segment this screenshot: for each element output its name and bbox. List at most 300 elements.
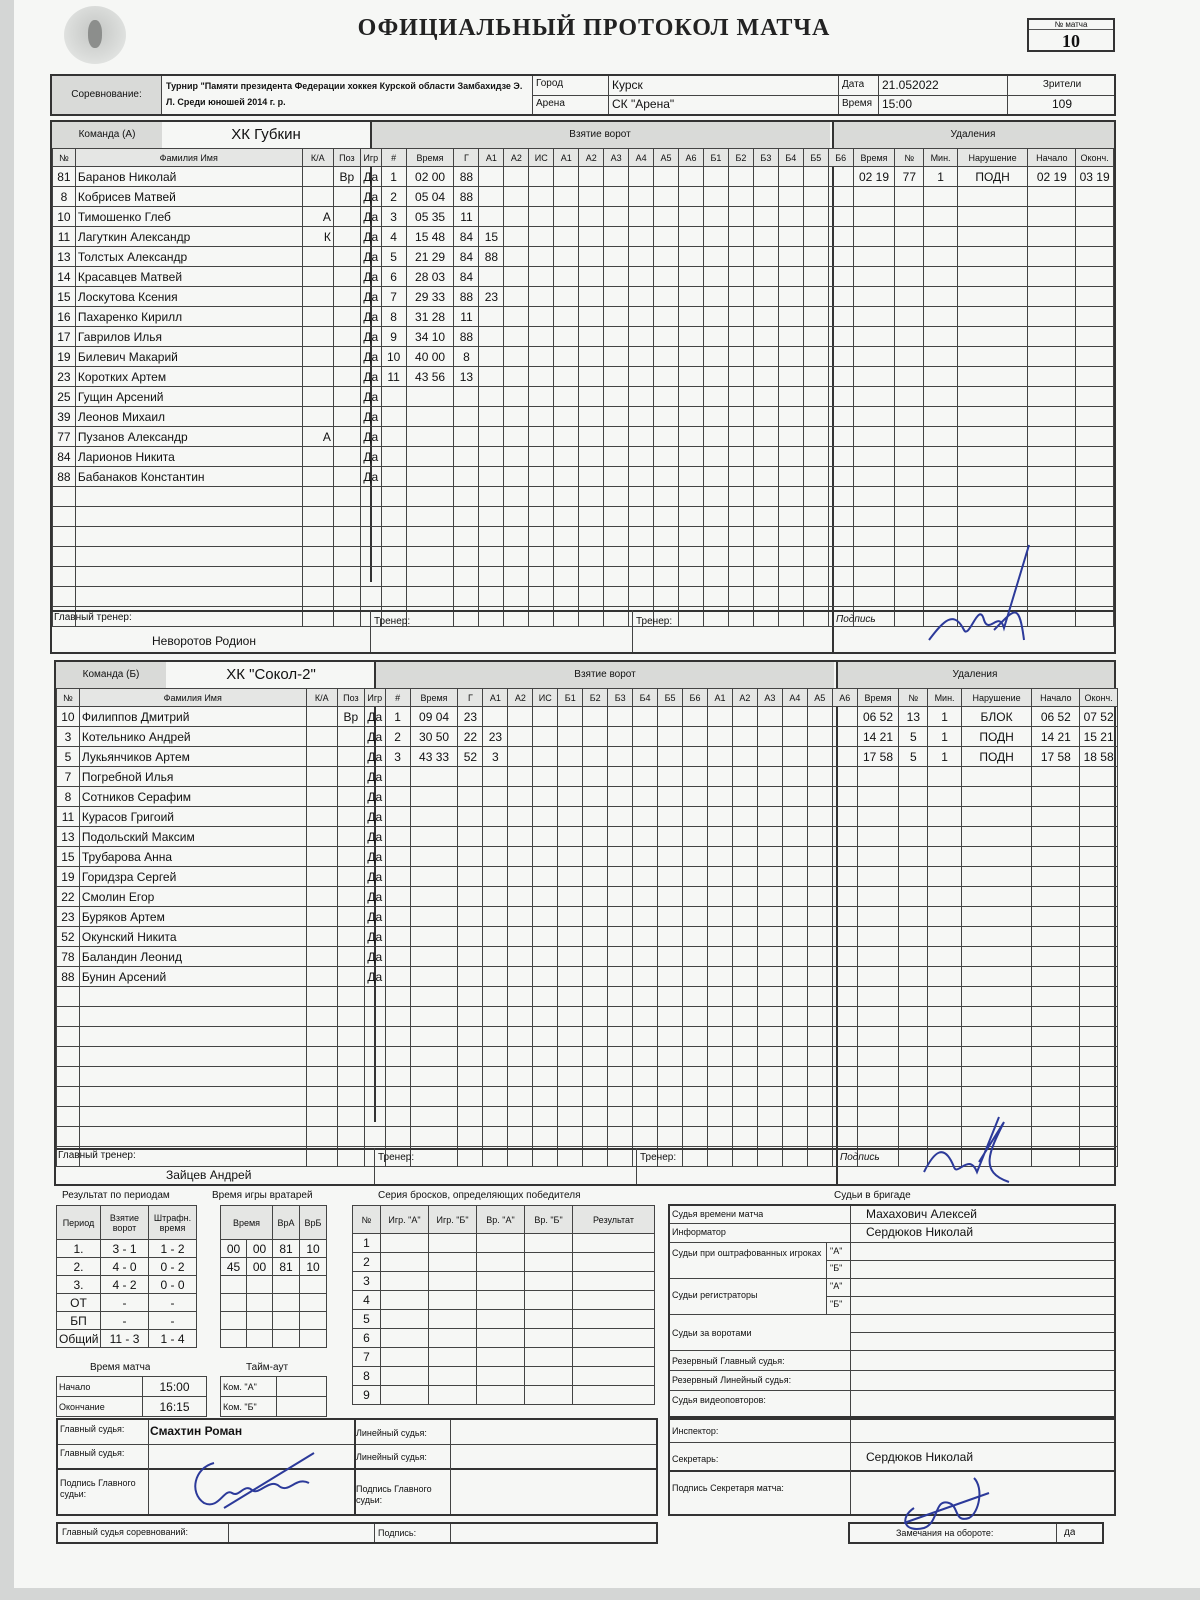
goal-situation <box>529 447 554 467</box>
penalty-end <box>1076 527 1114 547</box>
on-ice-cell <box>782 787 807 807</box>
on-ice-cell <box>732 707 757 727</box>
penalty-player <box>899 807 928 827</box>
on-ice-cell <box>633 1107 658 1127</box>
on-ice-cell <box>583 787 608 807</box>
on-ice-cell <box>608 1067 633 1087</box>
player-name <box>79 1047 306 1067</box>
penalty-start <box>1032 867 1080 887</box>
goal-time <box>406 507 454 527</box>
city-value: Курск <box>612 78 643 92</box>
penalty-end <box>1080 1107 1118 1127</box>
on-ice-cell <box>782 927 807 947</box>
shootout-cell <box>477 1253 525 1272</box>
player-played: Да <box>364 827 385 847</box>
on-ice-cell <box>707 947 732 967</box>
on-ice-cell <box>633 847 658 867</box>
penalty-judge-a-marker: "А" <box>830 1246 843 1256</box>
goal-header: Б5 <box>803 149 828 167</box>
goal-number: 3 <box>381 207 406 227</box>
player-number <box>57 1027 80 1047</box>
goal-time <box>410 847 458 867</box>
penalty-start <box>1028 507 1076 527</box>
penalty-time <box>853 387 895 407</box>
on-ice-cell <box>828 227 853 247</box>
goal-situation <box>533 847 558 867</box>
player-played <box>360 507 381 527</box>
player-captain-mark: А <box>302 207 333 227</box>
on-ice-cell <box>583 747 608 767</box>
goal-assist2 <box>508 787 533 807</box>
table-row <box>53 247 1114 267</box>
on-ice-cell <box>579 367 604 387</box>
penalty-minutes <box>924 427 957 447</box>
on-ice-cell <box>604 307 629 327</box>
penalty-player <box>899 947 928 967</box>
on-ice-cell <box>658 1007 683 1027</box>
player-position <box>337 947 364 967</box>
shootout-cell <box>429 1348 477 1367</box>
player-captain-mark <box>306 767 337 787</box>
goal-scorer <box>458 787 483 807</box>
on-ice-cell <box>703 487 728 507</box>
penalty-judges-label: Судьи при оштрафованных игроках <box>672 1248 822 1258</box>
on-ice-cell <box>757 1087 782 1107</box>
secretary-box <box>668 1418 1116 1516</box>
on-ice-cell <box>732 1107 757 1127</box>
penalty-player <box>899 907 928 927</box>
table-row <box>57 1067 1118 1087</box>
goal-assist2 <box>504 467 529 487</box>
penalty-player <box>895 367 924 387</box>
table-row <box>53 487 1114 507</box>
goal-assist2 <box>504 267 529 287</box>
on-ice-cell <box>703 287 728 307</box>
on-ice-cell <box>707 1007 732 1027</box>
goal-assist1: 3 <box>483 747 508 767</box>
player-number: 25 <box>53 387 76 407</box>
table-row <box>57 987 1118 1007</box>
goal-scorer: 88 <box>454 287 479 307</box>
on-ice-cell <box>778 187 803 207</box>
on-ice-cell <box>807 807 832 827</box>
penalty-header: Время <box>857 689 899 707</box>
match-number: 10 <box>1062 31 1080 51</box>
on-ice-cell <box>807 987 832 1007</box>
shootout-cell <box>525 1272 573 1291</box>
goal-header: А3 <box>757 689 782 707</box>
on-ice-cell <box>683 907 708 927</box>
shootout-cell <box>381 1386 429 1405</box>
on-ice-cell <box>608 767 633 787</box>
player-number: 81 <box>53 167 76 187</box>
on-ice-cell <box>778 267 803 287</box>
goal-time: 15 48 <box>406 227 454 247</box>
penalty-reason <box>957 367 1028 387</box>
player-position <box>333 227 360 247</box>
goal-number: 2 <box>381 187 406 207</box>
goal-assist1 <box>479 187 504 207</box>
on-ice-cell <box>807 847 832 867</box>
team-a-head-coach-label: Главный тренер: <box>54 612 132 623</box>
on-ice-cell <box>732 907 757 927</box>
player-captain-mark <box>306 707 337 727</box>
on-ice-cell <box>778 367 803 387</box>
on-ice-cell <box>807 767 832 787</box>
period-row <box>57 1240 197 1258</box>
on-ice-cell <box>803 587 828 607</box>
goal-assist2 <box>504 327 529 347</box>
penalty-minutes <box>924 407 957 427</box>
player-position: Вр <box>333 167 360 187</box>
on-ice-cell <box>757 827 782 847</box>
registrar-a-marker: "А" <box>830 1281 843 1291</box>
player-played: Да <box>364 887 385 907</box>
goal-assist1 <box>483 1047 508 1067</box>
penalty-start: 14 21 <box>1032 727 1080 747</box>
timeout-a-label: Ком. "А" <box>221 1377 277 1397</box>
goal-assist2 <box>508 1067 533 1087</box>
table-row <box>57 1047 1118 1067</box>
shootout-cell <box>573 1253 655 1272</box>
on-ice-cell <box>778 247 803 267</box>
goal-assist2 <box>504 567 529 587</box>
on-ice-cell <box>803 387 828 407</box>
penalty-start <box>1028 467 1076 487</box>
player-position <box>337 887 364 907</box>
player-number: 19 <box>53 347 76 367</box>
penalty-time <box>857 907 899 927</box>
on-ice-cell <box>832 1087 857 1107</box>
on-ice-cell <box>579 387 604 407</box>
penalty-start <box>1028 447 1076 467</box>
on-ice-cell <box>583 867 608 887</box>
player-position <box>333 547 360 567</box>
on-ice-cell <box>654 407 679 427</box>
player-name: Филиппов Дмитрий <box>79 707 306 727</box>
on-ice-cell <box>757 887 782 907</box>
penalty-player <box>895 227 924 247</box>
on-ice-cell <box>703 507 728 527</box>
penalty-minutes <box>924 247 957 267</box>
on-ice-cell <box>554 307 579 327</box>
on-ice-cell <box>558 947 583 967</box>
goal-assist1 <box>483 1007 508 1027</box>
goal-time <box>410 887 458 907</box>
goal-scorer <box>458 1107 483 1127</box>
goal-header: Б4 <box>778 149 803 167</box>
penalty-time <box>853 347 895 367</box>
goal-assist2 <box>508 847 533 867</box>
shootout-number: 2 <box>353 1253 381 1272</box>
goal-assist1 <box>483 1087 508 1107</box>
player-name: Толстых Александр <box>75 247 302 267</box>
on-ice-cell <box>629 407 654 427</box>
goal-situation <box>533 1107 558 1127</box>
penalty-end <box>1076 587 1114 607</box>
on-ice-cell <box>683 767 708 787</box>
player-name: Котельнико Андрей <box>79 727 306 747</box>
shootout-cell <box>573 1234 655 1253</box>
on-ice-cell <box>583 1047 608 1067</box>
table-row <box>53 227 1114 247</box>
on-ice-cell <box>703 367 728 387</box>
goal-header: Б1 <box>703 149 728 167</box>
on-ice-cell <box>803 487 828 507</box>
goal-number <box>381 587 406 607</box>
goal-header: А4 <box>629 149 654 167</box>
on-ice-cell <box>604 207 629 227</box>
penalty-end <box>1076 267 1114 287</box>
goal-judges-label: Судьи за воротами <box>672 1328 752 1338</box>
referees-box <box>56 1418 658 1516</box>
on-ice-cell <box>679 527 704 547</box>
player-position <box>337 847 364 867</box>
on-ice-cell <box>683 747 708 767</box>
player-played: Да <box>364 807 385 827</box>
penalty-minutes <box>928 887 961 907</box>
shootout-cell <box>381 1310 429 1329</box>
penalty-player <box>899 967 928 987</box>
player-captain-mark: А <box>302 427 333 447</box>
penalty-end <box>1080 1007 1118 1027</box>
goal-assist1 <box>479 167 504 187</box>
on-ice-cell <box>629 467 654 487</box>
date-label: Дата <box>842 79 865 90</box>
period-name: БП <box>57 1312 101 1330</box>
on-ice-cell <box>703 527 728 547</box>
on-ice-cell <box>828 587 853 607</box>
goal-situation <box>529 587 554 607</box>
shootout-cell <box>573 1272 655 1291</box>
goal-scorer: 88 <box>454 167 479 187</box>
on-ice-cell <box>732 827 757 847</box>
penalty-minutes <box>928 867 961 887</box>
goal-situation <box>533 807 558 827</box>
player-name <box>79 1127 306 1147</box>
header-no: № <box>53 149 76 167</box>
goal-assist1 <box>479 307 504 327</box>
on-ice-cell <box>629 427 654 447</box>
on-ice-cell <box>782 1027 807 1047</box>
goal-time <box>406 447 454 467</box>
on-ice-cell <box>604 367 629 387</box>
goal-scorer <box>458 1127 483 1147</box>
penalty-minutes <box>924 367 957 387</box>
goalie-a: 81 <box>273 1240 300 1258</box>
goal-scorer: 84 <box>454 267 479 287</box>
on-ice-cell <box>608 707 633 727</box>
match-number-box <box>1027 18 1115 52</box>
on-ice-cell <box>703 447 728 467</box>
on-ice-cell <box>753 307 778 327</box>
player-name <box>79 1107 306 1127</box>
on-ice-cell <box>807 1047 832 1067</box>
on-ice-cell <box>703 567 728 587</box>
player-position <box>337 867 364 887</box>
goal-assist2 <box>504 447 529 467</box>
player-played <box>364 1027 385 1047</box>
penalty-end <box>1076 387 1114 407</box>
on-ice-cell <box>583 767 608 787</box>
team-b-coach-label: Тренер: <box>378 1152 415 1163</box>
player-number <box>53 587 76 607</box>
on-ice-cell <box>558 767 583 787</box>
goal-assist2 <box>504 407 529 427</box>
player-played: Да <box>364 727 385 747</box>
penalty-player <box>899 767 928 787</box>
player-captain-mark <box>306 807 337 827</box>
main-referee: Смахтин Роман <box>150 1424 243 1438</box>
goal-assist1 <box>483 867 508 887</box>
on-ice-cell <box>832 1067 857 1087</box>
goal-scorer <box>454 467 479 487</box>
goal-time: 30 50 <box>410 727 458 747</box>
on-ice-cell <box>679 507 704 527</box>
grid-header-row <box>57 689 1118 707</box>
on-ice-cell <box>778 587 803 607</box>
goal-scorer <box>458 987 483 1007</box>
shootout-cell <box>429 1234 477 1253</box>
player-position <box>337 727 364 747</box>
on-ice-cell <box>753 387 778 407</box>
main-referee2-label: Главный судья: <box>60 1448 125 1458</box>
player-captain-mark <box>306 1067 337 1087</box>
time-label: Время <box>842 98 873 109</box>
goal-time: 43 33 <box>410 747 458 767</box>
goal-situation <box>529 547 554 567</box>
goal-header: А2 <box>579 149 604 167</box>
goal-number <box>385 807 410 827</box>
goal-situation <box>533 1067 558 1087</box>
goal-assist1 <box>483 1067 508 1087</box>
penalty-start <box>1032 1027 1080 1047</box>
on-ice-cell <box>753 527 778 547</box>
arena-label: Арена <box>536 98 565 109</box>
penalty-end: 03 19 <box>1076 167 1114 187</box>
goal-assist1 <box>479 267 504 287</box>
goal-scorer: 88 <box>454 327 479 347</box>
on-ice-cell <box>807 867 832 887</box>
penalty-player <box>895 207 924 227</box>
shootout-cell <box>381 1291 429 1310</box>
player-played: Да <box>360 407 381 427</box>
on-ice-cell <box>633 1087 658 1107</box>
shootout-cell <box>477 1272 525 1291</box>
on-ice-cell <box>604 547 629 567</box>
penalty-player <box>895 287 924 307</box>
on-ice-cell <box>828 287 853 307</box>
on-ice-cell <box>707 1067 732 1087</box>
shootout-header: № <box>353 1206 381 1234</box>
on-ice-cell <box>583 987 608 1007</box>
player-played: Да <box>360 347 381 367</box>
shootout-cell <box>477 1348 525 1367</box>
on-ice-cell <box>828 187 853 207</box>
penalty-header: Мин. <box>928 689 961 707</box>
penalty-time <box>853 267 895 287</box>
player-number: 16 <box>53 307 76 327</box>
period-name: Общий <box>57 1330 101 1348</box>
on-ice-cell <box>832 967 857 987</box>
shootout-row <box>353 1253 655 1272</box>
penalty-player <box>895 487 924 507</box>
goal-situation <box>529 407 554 427</box>
penalty-end <box>1076 367 1114 387</box>
penalty-reason <box>961 807 1032 827</box>
on-ice-cell <box>633 1047 658 1067</box>
team-b-signature-icon <box>919 1112 1019 1192</box>
on-ice-cell <box>608 1047 633 1067</box>
on-ice-cell <box>803 427 828 447</box>
on-ice-cell <box>703 247 728 267</box>
penalty-start <box>1032 987 1080 1007</box>
team-a-name: ХК Губкин <box>231 126 301 143</box>
penalty-player: 5 <box>899 747 928 767</box>
on-ice-cell <box>778 167 803 187</box>
player-position <box>333 287 360 307</box>
match-time-table <box>56 1376 207 1417</box>
on-ice-cell <box>654 187 679 207</box>
on-ice-cell <box>757 1127 782 1147</box>
on-ice-cell <box>732 727 757 747</box>
on-ice-cell <box>629 247 654 267</box>
penalty-end <box>1076 187 1114 207</box>
on-ice-cell <box>583 1007 608 1027</box>
goal-assist2 <box>508 807 533 827</box>
on-ice-cell <box>757 767 782 787</box>
penalty-start <box>1032 767 1080 787</box>
player-captain-mark <box>302 387 333 407</box>
table-row <box>53 307 1114 327</box>
secretary: Сердюков Николай <box>866 1450 974 1464</box>
on-ice-cell <box>828 567 853 587</box>
penalty-header: Оконч. <box>1076 149 1114 167</box>
penalty-start <box>1032 927 1080 947</box>
on-ice-cell <box>554 427 579 447</box>
player-captain-mark <box>306 787 337 807</box>
goal-situation <box>533 947 558 967</box>
on-ice-cell <box>558 1007 583 1027</box>
goal-scorer <box>458 1007 483 1027</box>
penalty-player <box>899 1047 928 1067</box>
on-ice-cell <box>782 847 807 867</box>
on-ice-cell <box>778 347 803 367</box>
on-ice-cell <box>583 1067 608 1087</box>
on-ice-cell <box>778 487 803 507</box>
goalie-b <box>300 1330 327 1348</box>
on-ice-cell <box>732 847 757 867</box>
shootout-cell <box>525 1367 573 1386</box>
table-row <box>57 707 1118 727</box>
penalty-start <box>1032 787 1080 807</box>
on-ice-cell <box>757 787 782 807</box>
on-ice-cell <box>703 587 728 607</box>
player-position <box>337 1007 364 1027</box>
player-name <box>75 587 302 607</box>
goal-number <box>381 507 406 527</box>
on-ice-cell <box>604 587 629 607</box>
registrars-label: Судьи регистраторы <box>672 1290 758 1300</box>
period-goals: 4 - 2 <box>101 1276 149 1294</box>
table-row <box>57 787 1118 807</box>
registrar-b-marker: "Б" <box>830 1299 843 1309</box>
on-ice-cell <box>778 427 803 447</box>
player-number: 88 <box>57 967 80 987</box>
period-row <box>57 1294 197 1312</box>
header-name: Фамилия Имя <box>79 689 306 707</box>
on-ice-cell <box>728 467 753 487</box>
